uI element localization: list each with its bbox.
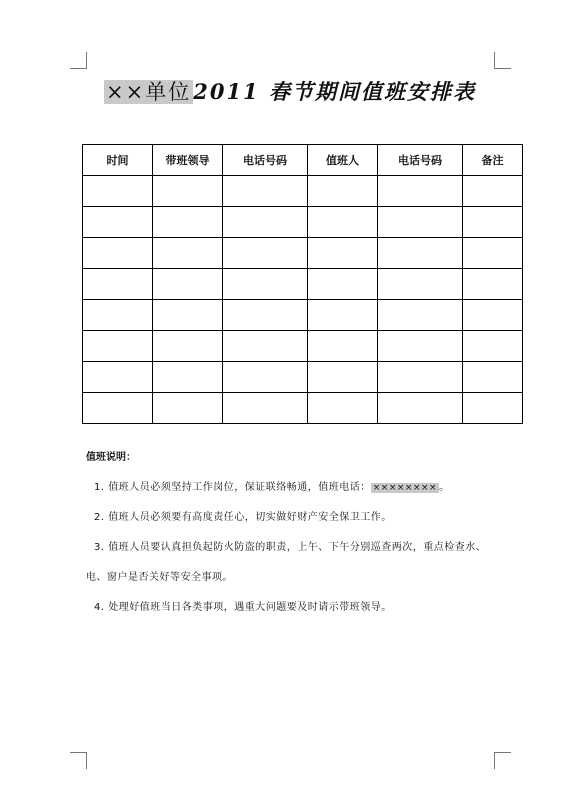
table-cell[interactable] <box>378 238 463 269</box>
notes-heading: 值班说明： <box>86 452 136 463</box>
table-row <box>83 331 523 362</box>
header-remarks: 备注 <box>463 145 523 176</box>
table-cell[interactable] <box>378 331 463 362</box>
table-cell[interactable] <box>378 207 463 238</box>
table-cell[interactable] <box>83 238 153 269</box>
table-cell[interactable] <box>223 207 308 238</box>
page-corner-mark <box>494 52 511 69</box>
table-row <box>83 300 523 331</box>
table-cell[interactable] <box>83 362 153 393</box>
duty-phone-number[interactable]: ×××××××× <box>372 483 438 493</box>
table-cell[interactable] <box>463 393 523 424</box>
table-cell[interactable] <box>308 238 378 269</box>
table-cell[interactable] <box>463 331 523 362</box>
table-cell[interactable] <box>223 362 308 393</box>
table-cell[interactable] <box>463 269 523 300</box>
header-duty-person: 值班人 <box>308 145 378 176</box>
table-cell[interactable] <box>83 269 153 300</box>
table-cell[interactable] <box>463 238 523 269</box>
table-cell[interactable] <box>463 176 523 207</box>
title-highlight[interactable]: ××单位 <box>106 80 192 104</box>
table-cell[interactable] <box>153 207 223 238</box>
table-cell[interactable] <box>153 393 223 424</box>
table-row <box>83 176 523 207</box>
page-corner-mark <box>70 52 87 69</box>
table-row <box>83 393 523 424</box>
table-cell[interactable] <box>223 176 308 207</box>
header-phone: 电话号码 <box>223 145 308 176</box>
table-cell[interactable] <box>153 362 223 393</box>
table-cell[interactable] <box>378 176 463 207</box>
table-cell[interactable] <box>223 269 308 300</box>
note-text: 1. 值班人员必须坚持工作岗位，保证联络畅通，值班电话： <box>94 482 371 493</box>
table-cell[interactable] <box>378 269 463 300</box>
table-cell[interactable] <box>83 300 153 331</box>
table-cell[interactable] <box>83 331 153 362</box>
table-header-row <box>83 145 523 176</box>
table-cell[interactable] <box>223 300 308 331</box>
table-cell[interactable] <box>223 331 308 362</box>
table-cell[interactable] <box>153 176 223 207</box>
duty-notes <box>86 448 506 631</box>
note-item-3-continued: 电、窗户是否关好等安全事项。 <box>86 572 233 583</box>
table-cell[interactable] <box>83 207 153 238</box>
table-cell[interactable] <box>308 269 378 300</box>
table-cell[interactable] <box>153 300 223 331</box>
table-cell[interactable] <box>83 393 153 424</box>
table-cell[interactable] <box>463 300 523 331</box>
table-row <box>83 362 523 393</box>
page-corner-mark <box>494 752 511 769</box>
table-cell[interactable] <box>308 331 378 362</box>
document-title <box>0 76 580 106</box>
header-leader: 带班领导 <box>153 145 223 176</box>
note-item-2: 2. 值班人员必须要有高度责任心，切实做好财产安全保卫工作。 <box>94 512 392 523</box>
table-cell[interactable] <box>308 176 378 207</box>
header-phone: 电话号码 <box>378 145 463 176</box>
duty-schedule-table <box>82 144 523 424</box>
table-cell[interactable] <box>223 238 308 269</box>
note-item-1 <box>94 481 506 495</box>
table-cell[interactable] <box>153 269 223 300</box>
table-cell[interactable] <box>378 393 463 424</box>
table-row <box>83 269 523 300</box>
table-cell[interactable] <box>83 176 153 207</box>
table-cell[interactable] <box>378 300 463 331</box>
table-cell[interactable] <box>153 238 223 269</box>
table-body <box>83 176 523 424</box>
table-cell[interactable] <box>378 362 463 393</box>
page-corner-mark <box>70 752 87 769</box>
note-item-3: 3. 值班人员要认真担负起防火防盗的职责，上午、下午分别巡查两次，重点检查水、 <box>94 542 487 553</box>
note-text: 。 <box>439 482 450 493</box>
table-cell[interactable] <box>223 393 308 424</box>
table-cell[interactable] <box>308 362 378 393</box>
table-row <box>83 238 523 269</box>
table-cell[interactable] <box>308 207 378 238</box>
note-item-4: 4. 处理好值班当日各类事项，遇重大问题要及时请示带班领导。 <box>94 602 392 613</box>
header-time: 时间 <box>83 145 153 176</box>
table-cell[interactable] <box>308 300 378 331</box>
table-cell[interactable] <box>308 393 378 424</box>
table-cell[interactable] <box>463 362 523 393</box>
table-cell[interactable] <box>463 207 523 238</box>
table-row <box>83 207 523 238</box>
table-cell[interactable] <box>153 331 223 362</box>
title-text: 2011 春节期间值班安排表 <box>193 79 476 104</box>
